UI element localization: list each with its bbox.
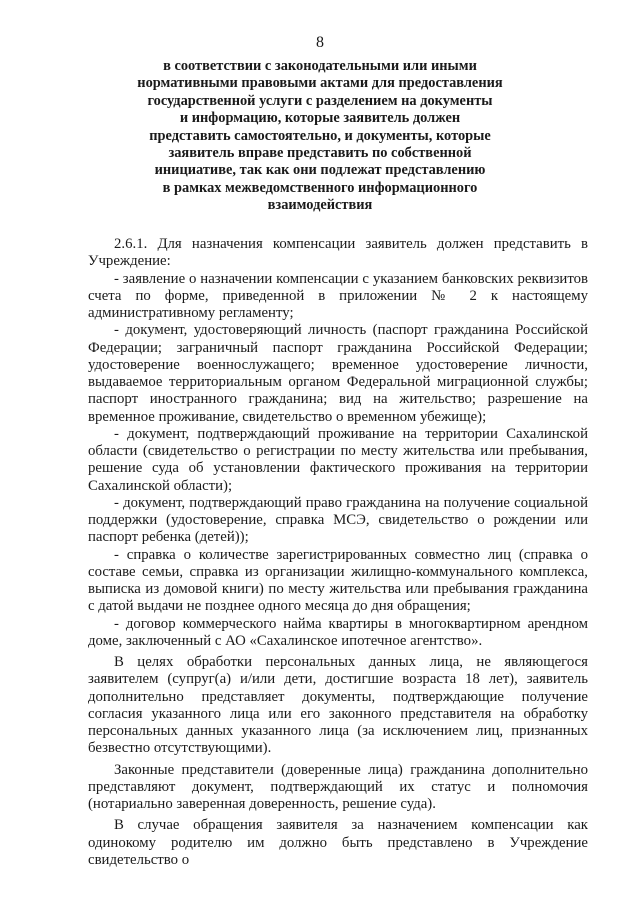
paragraph-personal-data: В целях обработки персональных данных лица, не являющегося заявителем (супруг(а) и/или дети, достигшие возраста 18 лет), заявитель дополнительно представляет документы, подтверждающие получение согласия указанного лица или его законного представителя на обработку персональных данных указанного лица (за исключением лиц, признанных безвестно отсутствующими). — [88, 654, 588, 757]
heading-line: инициативе, так как они подлежат представлению — [154, 162, 486, 179]
section-heading — [120, 58, 520, 215]
heading-line: в соответствии с законодательными или иными — [163, 58, 477, 74]
paragraph-single-parent: В случае обращения заявителя за назначением компенсации как одинокому родителю им должно быть представлено в Учреждение свидетельство о — [88, 817, 588, 868]
list-item-social-support-document: - документ, подтверждающий право гражданина на получение социальной поддержки (удостоверение, справка МСЭ, свидетельство о рождении или паспорт ребенка (детей)); — [88, 494, 588, 546]
list-item-identity-document: - документ, удостоверяющий личность (паспорт гражданина Российской Федерации; заграничный паспорт гражданина Российской Федерации; удостоверение военнослужащего; временное удостоверение личности, выдаваемое территориальным органом Федеральной миграционной службы; паспорт иностранного гражданина; вид на жительство; разрешение на временное проживание, свидетельство о временном убежище); — [88, 322, 588, 425]
heading-line: в рамках межведомственного информационного — [162, 179, 478, 196]
heading-line: нормативными правовыми актами для предоставления — [137, 75, 503, 92]
page-number: 8 — [316, 34, 324, 51]
list-item-application: - заявление о назначении компенсации с указанием банковских реквизитов счета по форме, приведенной в приложении № 2 к настоящему административному регламенту; — [88, 270, 588, 321]
document-body — [88, 236, 588, 869]
list-item-household-certificate: - справка о количестве зарегистрированных совместно лиц (справка о составе семьи, справка из организации жилищно-коммунального комплекса, выписка из домовой книги) по месту жительства или пребывания гражданина с датой выдачи не позднее одного месяца до дня обращения; — [88, 546, 588, 615]
list-item-residence-document: - документ, подтверждающий проживание на территории Сахалинской области (свидетельство о регистрации по месту жительства или пребывания, решение суда об установлении фактического проживания на территории Сахалинской области); — [88, 425, 588, 494]
heading-line: и информацию, которые заявитель должен — [179, 110, 461, 127]
heading-line: государственной услуги с разделением на документы — [147, 92, 493, 109]
list-item-rental-contract: - договор коммерческого найма квартиры в многоквартирном арендном доме, заключенный с АО «Сахалинское ипотечное агентство». — [88, 615, 588, 649]
heading-line: взаимодействия — [267, 197, 373, 214]
paragraph-2-6-1: 2.6.1. Для назначения компенсации заявитель должен представить в Учреждение: — [88, 236, 588, 270]
heading-line: заявитель вправе представить по собственной — [168, 145, 472, 162]
paragraph-legal-representatives: Законные представители (доверенные лица) гражданина дополнительно представляют документ, подтверждающий их статус и полномочия (нотариально заверенная доверенность, решение суда). — [88, 761, 588, 812]
heading-line: представить самостоятельно, и документы, которые — [149, 127, 491, 144]
